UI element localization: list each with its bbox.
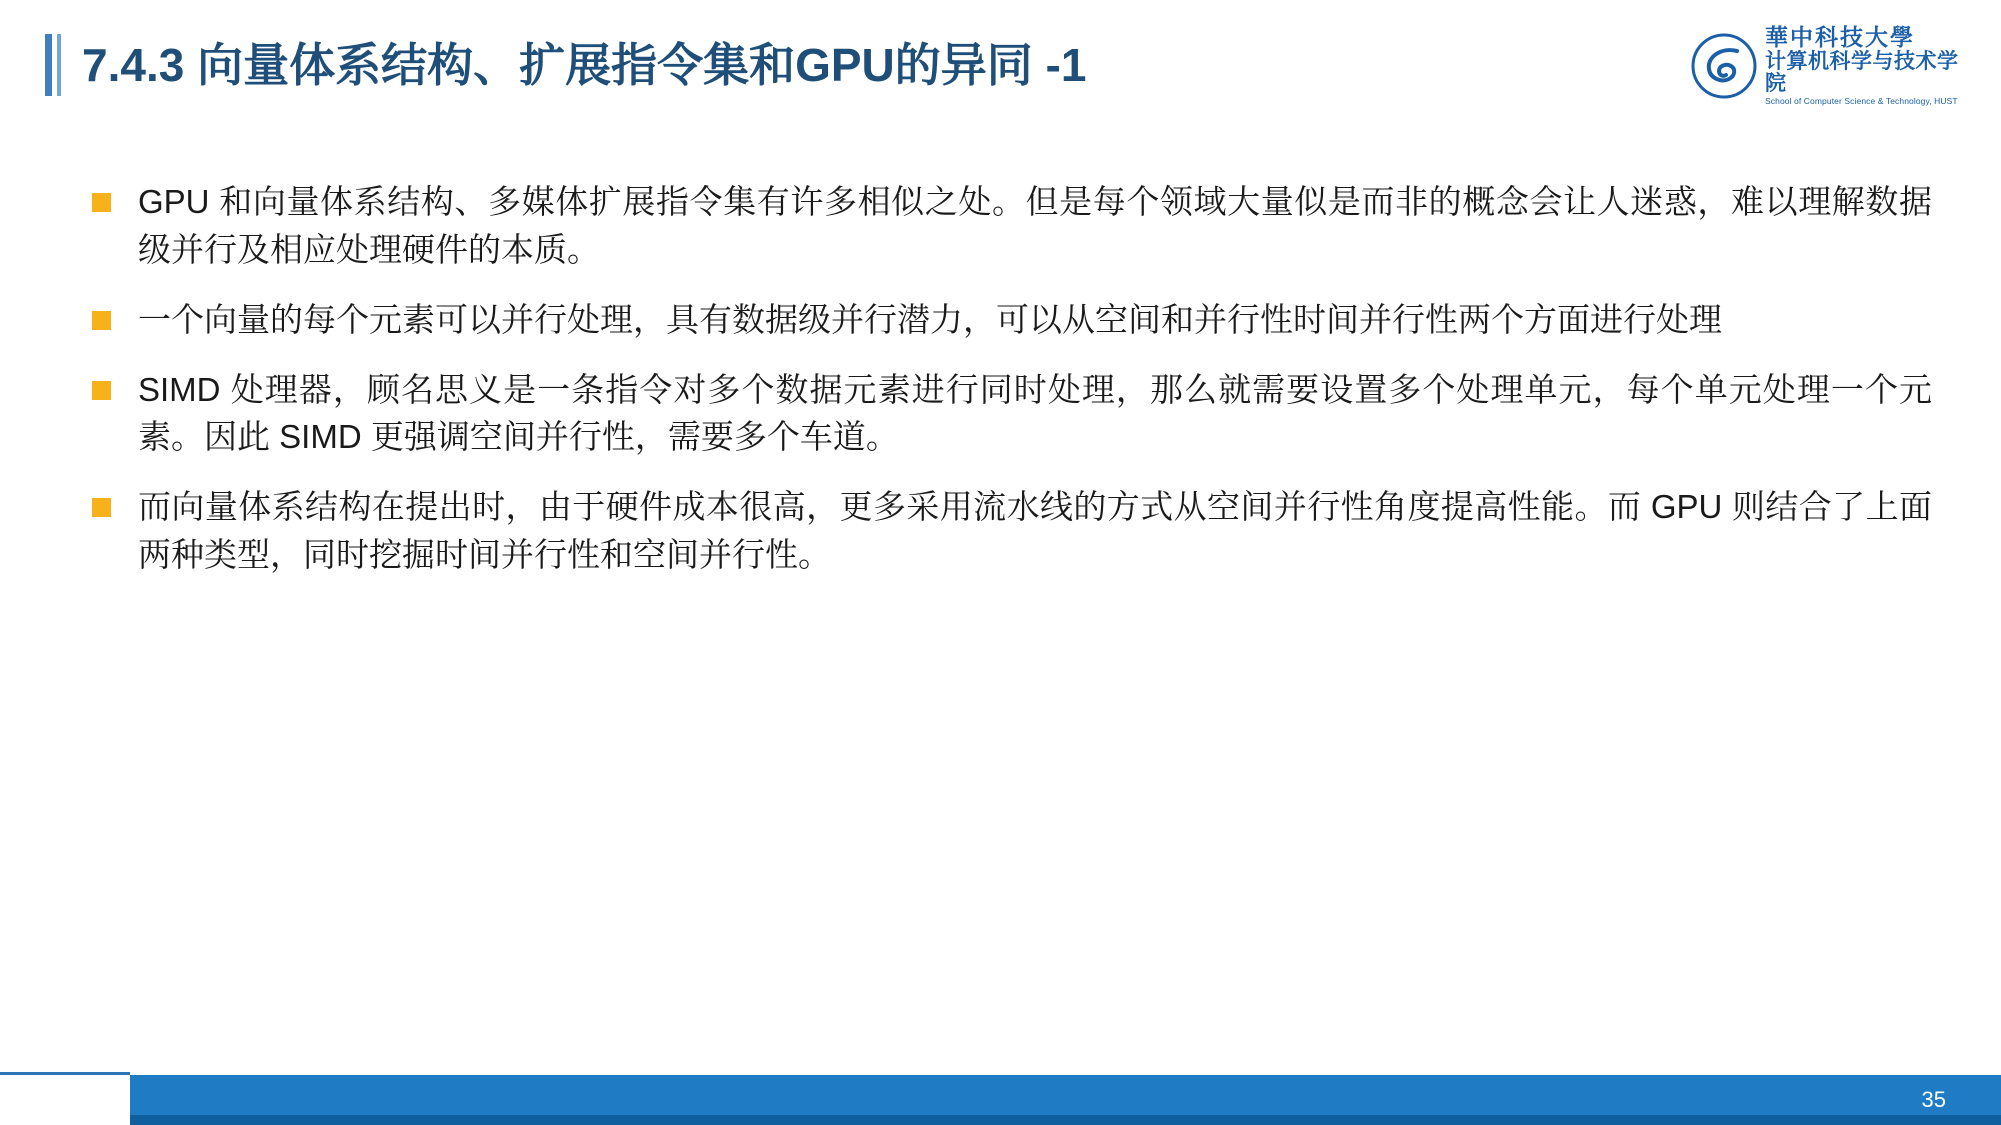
logo-school-name-en: School of Computer Science & Technology, HUST bbox=[1765, 95, 1958, 106]
square-bullet-icon bbox=[92, 381, 111, 400]
title-accent-bar-1 bbox=[45, 34, 52, 96]
bullet-item bbox=[92, 483, 1932, 579]
bullet-text: 而向量体系结构在提出时，由于硬件成本很高，更多采用流水线的方式从空间并行性角度提高性能。而 GPU 则结合了上面两种类型，同时挖掘时间并行性和空间并行性。 bbox=[138, 488, 1932, 574]
bullet-item bbox=[92, 296, 1932, 344]
title-accent-bars bbox=[45, 34, 66, 96]
square-bullet-icon bbox=[92, 193, 111, 212]
title-accent-bar-2 bbox=[57, 34, 61, 96]
page-title: 7.4.3 向量体系结构、扩展指令集和GPU的异同 -1 bbox=[82, 38, 1087, 91]
bullet-text: GPU 和向量体系结构、多媒体扩展指令集有许多相似之处。但是每个领域大量似是而非的概念会让人迷惑，难以理解数据级并行及相应处理硬件的本质。 bbox=[138, 183, 1932, 268]
slide-content bbox=[92, 178, 1932, 601]
slide-title-row bbox=[45, 34, 1086, 96]
university-logo bbox=[1691, 24, 1961, 106]
hust-emblem-icon bbox=[1691, 33, 1757, 99]
footer-left-block bbox=[0, 1072, 130, 1125]
bullet-item bbox=[92, 178, 1932, 274]
bullet-text: SIMD 处理器，顾名思义是一条指令对多个数据元素进行同时处理，那么就需要设置多个处理单元，每个单元处理一个元素。因此 SIMD 更强调空间并行性，需要多个车道。 bbox=[138, 370, 1932, 456]
bullet-item bbox=[92, 366, 1932, 462]
logo-school-name: 计算机科学与技术学院 bbox=[1765, 49, 1959, 95]
square-bullet-icon bbox=[92, 498, 111, 517]
page-number: 35 bbox=[1921, 1087, 1946, 1112]
slide-footer bbox=[0, 1075, 2001, 1125]
bullet-text: 一个向量的每个元素可以并行处理，具有数据级并行潜力，可以从空间和并行性时间并行性两个方面进行处理 bbox=[138, 300, 1722, 338]
square-bullet-icon bbox=[92, 311, 111, 330]
logo-university-name: 華中科技大學 bbox=[1765, 24, 1915, 52]
footer-band-accent bbox=[130, 1115, 2001, 1125]
logo-text-block bbox=[1765, 26, 1961, 105]
